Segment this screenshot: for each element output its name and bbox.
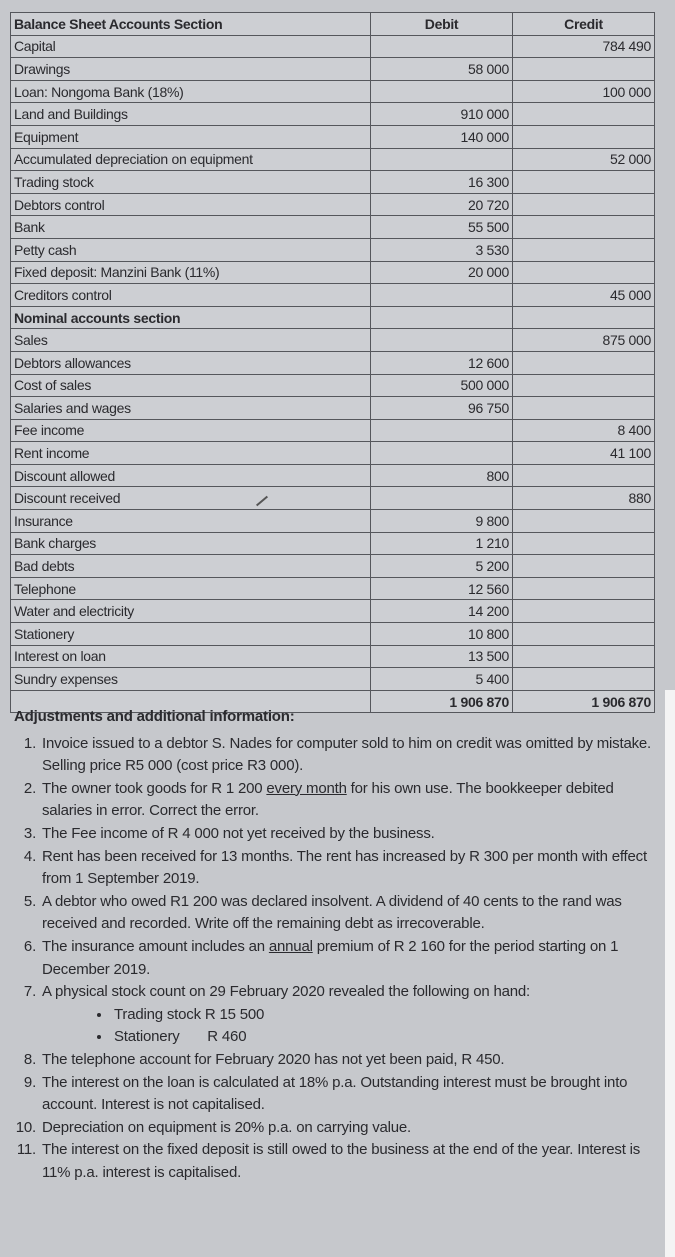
credit-amount xyxy=(513,306,655,329)
debit-amount: 500 000 xyxy=(371,374,513,397)
account-name: Capital xyxy=(11,35,371,58)
adjustment-text: premium of R 2 160 for the period starting on 1 December 2019. xyxy=(42,937,619,978)
table-row xyxy=(11,193,655,216)
table-row xyxy=(11,623,655,646)
table-row xyxy=(11,35,655,58)
account-name: Nominal accounts section xyxy=(11,306,371,329)
debit-amount: 12 560 xyxy=(371,577,513,600)
table-row xyxy=(11,487,655,510)
account-name: Creditors control xyxy=(11,284,371,307)
table-row xyxy=(11,442,655,465)
debit-header: Debit xyxy=(371,13,513,36)
debit-amount: 58 000 xyxy=(371,58,513,81)
account-name: Interest on loan xyxy=(11,645,371,668)
credit-amount xyxy=(513,623,655,646)
debit-amount: 9 800 xyxy=(371,510,513,533)
debit-amount xyxy=(371,148,513,171)
debit-amount: 20 000 xyxy=(371,261,513,284)
debit-amount: 3 530 xyxy=(371,238,513,261)
account-name: Discount allowed xyxy=(11,464,371,487)
adjustment-text: Invoice issued to a debtor S. Nades for computer sold to him on credit was omitted by mistake. Selling price R5 000 (cost price R3 000). xyxy=(42,734,651,775)
account-name: Equipment xyxy=(11,125,371,148)
debit-amount xyxy=(371,284,513,307)
credit-amount xyxy=(513,238,655,261)
account-name: Telephone xyxy=(11,577,371,600)
adjustments-title: Adjustments and additional information: xyxy=(14,708,295,725)
credit-amount xyxy=(513,261,655,284)
account-name: Bank charges xyxy=(11,532,371,555)
debit-amount xyxy=(371,80,513,103)
credit-amount xyxy=(513,125,655,148)
adjustment-text: annual xyxy=(268,937,313,955)
table-row xyxy=(11,261,655,284)
table-row xyxy=(11,58,655,81)
adjustments-section xyxy=(14,706,664,1184)
credit-amount xyxy=(513,216,655,239)
table-row xyxy=(11,148,655,171)
adjustment-text: The Fee income of R 4 000 not yet received by the business. xyxy=(42,824,435,842)
debit-amount: 13 500 xyxy=(371,645,513,668)
credit-amount xyxy=(513,464,655,487)
adjustment-item xyxy=(40,981,664,1049)
total-credit: 1 906 870 xyxy=(513,690,655,713)
debit-amount xyxy=(371,442,513,465)
account-name: Cost of sales xyxy=(11,374,371,397)
adjustment-item xyxy=(40,733,664,778)
section-heading: Balance Sheet Accounts Section xyxy=(11,13,371,36)
table-row xyxy=(11,329,655,352)
adjustment-item xyxy=(40,846,664,891)
adjustment-item xyxy=(40,1049,664,1072)
table-row xyxy=(11,397,655,420)
stock-item: • Stationery R 460 xyxy=(112,1026,664,1049)
debit-amount xyxy=(371,35,513,58)
account-name: Sundry expenses xyxy=(11,668,371,691)
debit-amount xyxy=(371,329,513,352)
table-row xyxy=(11,577,655,600)
adjustment-item xyxy=(40,823,664,846)
adjustment-text: Rent has been received for 13 months. The rent has increased by R 300 per month with effect from 1 September 2019. xyxy=(42,847,647,888)
table-row xyxy=(11,645,655,668)
account-name: Debtors allowances xyxy=(11,351,371,374)
credit-amount xyxy=(513,668,655,691)
account-name: Drawings xyxy=(11,58,371,81)
table-row xyxy=(11,600,655,623)
account-name: Bank xyxy=(11,216,371,239)
account-name: Insurance xyxy=(11,510,371,533)
debit-amount: 1 210 xyxy=(371,532,513,555)
debit-amount: 910 000 xyxy=(371,103,513,126)
account-name: Land and Buildings xyxy=(11,103,371,126)
table-header-row xyxy=(11,13,655,36)
account-name: Water and electricity xyxy=(11,600,371,623)
table-row xyxy=(11,374,655,397)
table-row xyxy=(11,103,655,126)
debit-amount: 140 000 xyxy=(371,125,513,148)
credit-amount xyxy=(513,193,655,216)
account-name: Fixed deposit: Manzini Bank (11%) xyxy=(11,261,371,284)
adjustment-text: The owner took goods for R 1 200 xyxy=(42,779,267,797)
credit-amount xyxy=(513,58,655,81)
table-row xyxy=(11,351,655,374)
account-name: Stationery xyxy=(11,623,371,646)
account-name: Discount received xyxy=(11,487,371,510)
debit-amount xyxy=(371,487,513,510)
account-name: Loan: Nongoma Bank (18%) xyxy=(11,80,371,103)
credit-amount: 875 000 xyxy=(513,329,655,352)
credit-amount: 52 000 xyxy=(513,148,655,171)
credit-header: Credit xyxy=(513,13,655,36)
page-edge xyxy=(665,690,675,1257)
table-row xyxy=(11,668,655,691)
debit-amount xyxy=(371,419,513,442)
adjustment-text: The interest on the loan is calculated at 18% p.a. Outstanding interest must be brought into account. Interest is not capitalised. xyxy=(42,1073,628,1114)
adjustment-item xyxy=(40,1139,664,1184)
adjustment-text: for his own use. The bookkeeper debited salaries in error. Correct the error. xyxy=(42,779,614,820)
debit-amount: 20 720 xyxy=(371,193,513,216)
table-row xyxy=(11,532,655,555)
debit-amount: 12 600 xyxy=(371,351,513,374)
credit-amount xyxy=(513,171,655,194)
debit-amount: 14 200 xyxy=(371,600,513,623)
adjustment-text: The interest on the fixed deposit is still owed to the business at the end of the year. Interest is 11% p.a. interest is capitalised. xyxy=(42,1141,641,1181)
adjustment-item xyxy=(40,778,664,823)
credit-amount xyxy=(513,351,655,374)
credit-amount: 784 490 xyxy=(513,35,655,58)
debit-amount: 5 200 xyxy=(371,555,513,578)
adjustment-item xyxy=(40,1117,664,1140)
credit-amount xyxy=(513,510,655,533)
table-row xyxy=(11,80,655,103)
credit-amount xyxy=(513,600,655,623)
adjustment-text: A debtor who owed R1 200 was declared insolvent. A dividend of 40 cents to the rand was received and recorded. Write off the remaining debt as irrecoverable. xyxy=(42,892,622,933)
account-name: Debtors control xyxy=(11,193,371,216)
debit-amount: 55 500 xyxy=(371,216,513,239)
table-row xyxy=(11,171,655,194)
adjustment-item xyxy=(40,891,664,936)
table-row xyxy=(11,419,655,442)
debit-amount: 16 300 xyxy=(371,171,513,194)
credit-amount: 100 000 xyxy=(513,80,655,103)
adjustments-list xyxy=(14,733,664,1185)
debit-amount: 800 xyxy=(371,464,513,487)
trial-balance xyxy=(10,12,655,713)
account-name: Accumulated depreciation on equipment xyxy=(11,148,371,171)
credit-amount: 880 xyxy=(513,487,655,510)
credit-amount: 41 100 xyxy=(513,442,655,465)
account-name: Sales xyxy=(11,329,371,352)
credit-amount: 8 400 xyxy=(513,419,655,442)
account-name: Fee income xyxy=(11,419,371,442)
credit-amount xyxy=(513,397,655,420)
debit-amount: 10 800 xyxy=(371,623,513,646)
stock-item: • Trading stock R 15 500 xyxy=(112,1004,664,1027)
table-row xyxy=(11,216,655,239)
table-row xyxy=(11,464,655,487)
table-row xyxy=(11,555,655,578)
account-name: Salaries and wages xyxy=(11,397,371,420)
table-row xyxy=(11,238,655,261)
debit-amount xyxy=(371,306,513,329)
table-row xyxy=(11,125,655,148)
credit-amount xyxy=(513,577,655,600)
table-row xyxy=(11,306,655,329)
adjustment-item xyxy=(40,936,664,981)
debit-amount: 96 750 xyxy=(371,397,513,420)
credit-amount xyxy=(513,103,655,126)
account-name: Rent income xyxy=(11,442,371,465)
table-row xyxy=(11,284,655,307)
adjustment-text: Depreciation on equipment is 20% p.a. on carrying value. xyxy=(42,1118,412,1136)
credit-amount xyxy=(513,374,655,397)
adjustment-text: every month xyxy=(266,779,347,797)
table-row xyxy=(11,510,655,533)
credit-amount: 45 000 xyxy=(513,284,655,307)
account-name: Bad debts xyxy=(11,555,371,578)
adjustment-text: A physical stock count on 29 February 2020 revealed the following on hand: xyxy=(42,983,531,1001)
credit-amount xyxy=(513,532,655,555)
account-name: Petty cash xyxy=(11,238,371,261)
credit-amount xyxy=(513,645,655,668)
trial-balance-table xyxy=(10,12,655,713)
adjustment-text: The insurance amount includes an xyxy=(42,937,269,955)
account-name: Trading stock xyxy=(11,171,371,194)
adjustment-text: The telephone account for February 2020 has not yet been paid, R 450. xyxy=(42,1050,505,1068)
total-debit: 1 906 870 xyxy=(371,690,513,713)
debit-amount: 5 400 xyxy=(371,668,513,691)
credit-amount xyxy=(513,555,655,578)
adjustment-item xyxy=(40,1072,664,1117)
